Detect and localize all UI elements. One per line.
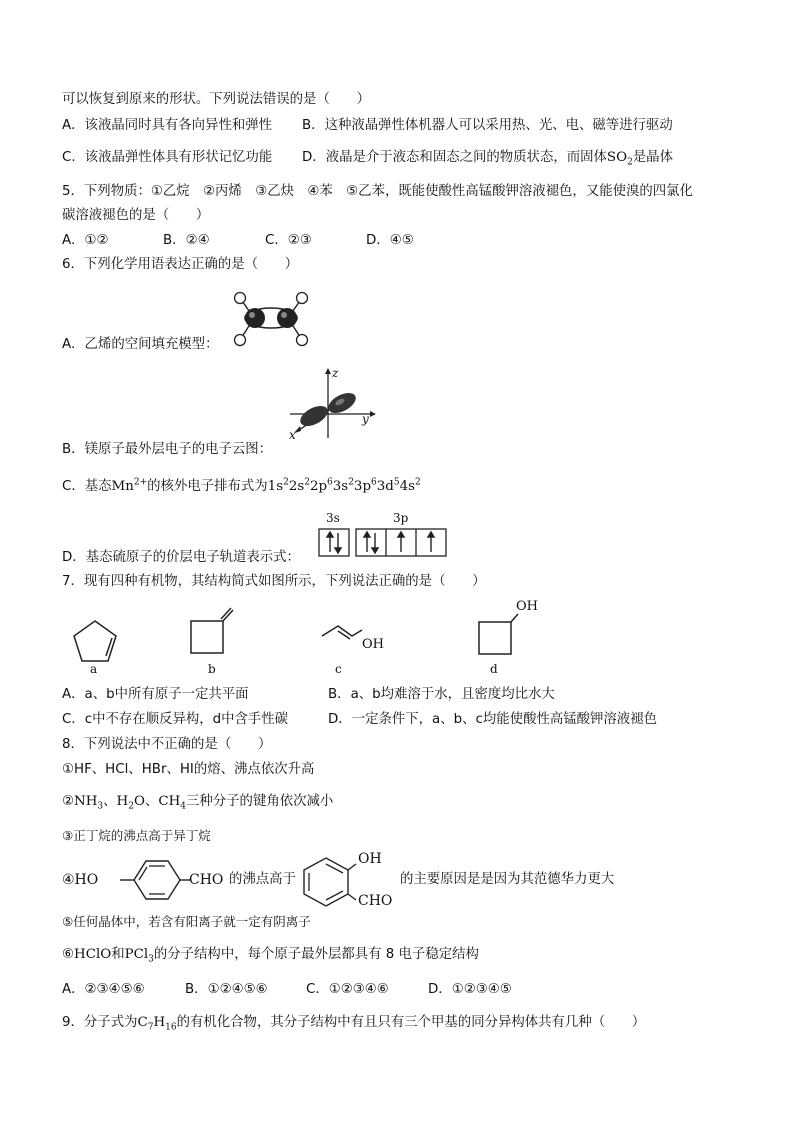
q5-option-a: A．①②: [62, 233, 109, 248]
q4-option-b: B．这种液晶弹性体机器人可以采用热、光、电、磁等进行驱动: [302, 118, 673, 133]
q6-stem: 6．下列化学用语表达正确的是（ ）: [62, 257, 299, 272]
q4-option-c: C．该液晶弹性体具有形状记忆功能: [62, 150, 273, 165]
q5-option-b: B．②④: [163, 233, 210, 248]
label-b: b: [208, 662, 216, 676]
q8-statement-5: ⑤任何晶体中，若含有阳离子就一定有阴离子: [62, 914, 311, 929]
q6-option-d: D．基态硫原子的价层电子轨道表示式：: [62, 550, 300, 565]
q6-option-b: B．镁原子最外层电子的电子云图：: [62, 442, 273, 457]
mn-electron-config: $1s^22s^22p^63s^23p^63d^54s^2$: [267, 477, 421, 494]
structure-a-cyclopentene: [70, 618, 120, 664]
c-oh-label: OH: [362, 637, 384, 652]
q7-option-c: C．c中不存在顺反异构，d中含手性碳: [62, 712, 289, 727]
q8-s4-post: 的主要原因是是因为其范德华力更大: [400, 872, 615, 887]
q8-statement-6: ⑥HClO和PCl$_3$的分子结构中，每个原子最外层都具有 8 电子稳定结构: [62, 947, 479, 965]
axis-y-label: y: [362, 412, 369, 426]
q8-option-c: C．①②③④⑥: [306, 982, 389, 997]
d-oh-label: OH: [516, 599, 538, 614]
p-hydroxybenzaldehyde-ring: [120, 858, 190, 902]
ethylene-model-figure: [228, 288, 314, 350]
q4-option-a: A．该液晶同时具有各向异性和弹性: [62, 118, 273, 133]
q5-option-d: D．④⑤: [366, 233, 414, 248]
q7-option-d: D．一定条件下，a、b、c均能使酸性高锰酸钾溶液褪色: [328, 712, 657, 727]
q6-option-c: C．基态$Mn^{2+}$的核外电子排布式为$1s^22s^22p^63s^23p^63d^54s^2$: [62, 477, 421, 494]
q8-stem: 8．下列说法中不正确的是（ ）: [62, 737, 272, 752]
q7-stem: 7．现有四种有机物，其结构简式如图所示，下列说法正确的是（ ）: [62, 574, 486, 589]
q8-statement-1: ①HF、HCl、HBr、HI的熔、沸点依次升高: [62, 762, 315, 777]
q8-option-a: A．②③④⑤⑥: [62, 982, 145, 997]
label-c: c: [335, 662, 342, 676]
salicylaldehyde-structure: [298, 856, 358, 912]
sulfur-orbital-diagram: [318, 528, 448, 558]
q8-s4-cho2: CHO: [358, 893, 393, 909]
q8-statement-2: $②NH_3$、$H_2O$、$CH_4$三种分子的键角依次减小: [62, 794, 334, 812]
q8-s4-mid: 的沸点高于: [229, 872, 296, 887]
q6-option-a: A．乙烯的空间填充模型：: [62, 337, 219, 352]
q7-option-b: B．a、b均难溶于水，且密度均比水大: [328, 687, 555, 702]
q5-stem-line1: 5．下列物质：①乙烷 ②丙烯 ③乙炔 ④苯 ⑤乙苯，既能使酸性高锰酸钾溶液褪色，又能使溴的四氯化: [62, 184, 693, 199]
axis-z-label: z: [332, 366, 339, 380]
axis-x-label: x: [289, 428, 296, 442]
q8-s4-oh: OH: [358, 851, 382, 867]
q5-stem-line2: 碳溶液褪色的是（ ）: [62, 208, 210, 223]
orbital-3s-label: 3s: [326, 511, 340, 525]
q4-option-d: D．液晶是介于液态和固态之间的物质状态，而固体$SO_2$是晶体: [302, 150, 673, 168]
q9-stem: 9．分子式为$C_7H_{16}$的有机化合物，其分子结构中有且只有三个甲基的同分异构体共有几种（ ）: [62, 1015, 646, 1033]
label-a: a: [90, 662, 98, 676]
orbital-3p-label: 3p: [393, 511, 409, 525]
q5-option-c: C．②③: [265, 233, 312, 248]
q8-option-d: D．①②③④⑤: [428, 982, 512, 997]
structure-b-methylenecyclobutane: [188, 606, 238, 656]
q8-option-b: B．①②④⑤⑥: [185, 982, 268, 997]
q7-option-a: A．a、b中所有原子一定共平面: [62, 687, 249, 702]
label-d: d: [490, 662, 498, 676]
q8-s4-prefix: ④HO: [62, 872, 99, 888]
q8-s4-cho: CHO: [189, 872, 224, 888]
structure-d-cyclobutanol: [476, 610, 526, 656]
q4-intro: 可以恢复到原来的形状。下列说法错误的是（ ）: [62, 92, 370, 107]
q8-statement-3: ③正丁烷的沸点高于异丁烷: [62, 828, 211, 843]
